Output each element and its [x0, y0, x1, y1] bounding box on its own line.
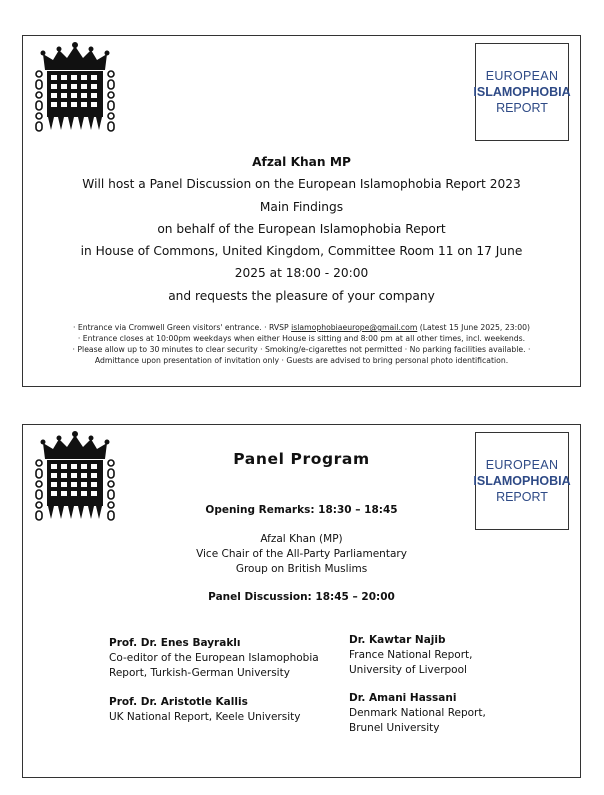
opening-details [23, 532, 580, 577]
eir-logo-line2: ISLAMOPHOBIA [473, 85, 571, 99]
opening-line: Afzal Khan (MP) [260, 533, 343, 545]
speaker-role: Co-editor of the European Islamophobia [109, 652, 319, 664]
speaker-role: UK National Report, Keele University [109, 711, 301, 723]
eir-logo-line1: EUROPEAN [485, 69, 559, 83]
invitation-line: in House of Commons, United Kingdom, Committee Room 11 on 17 June [80, 244, 523, 259]
speaker-name: Dr. Kawtar Najib [349, 634, 446, 646]
speaker-role: France National Report, [349, 649, 473, 661]
speaker-name: Prof. Dr. Enes Bayraklı [109, 637, 241, 649]
notes-line-1-pre: · Entrance via Cromwell Green visitors' entrance. · RVSP [73, 323, 292, 332]
speaker-entry [349, 633, 473, 678]
notes-line-1 [23, 322, 580, 333]
speaker-entry [109, 636, 319, 681]
notes-line-4: Admittance upon presentation of invitation only · Guests are advised to bring personal photo identification. [94, 356, 509, 365]
eir-logo-line3: REPORT [496, 101, 548, 115]
speaker-role: University of Liverpool [349, 664, 467, 676]
speaker-role: Brunel University [349, 722, 440, 734]
rsvp-email-link[interactable]: islamophobiaeurope@gmail.com [291, 323, 418, 332]
panel-heading: Panel Discussion: 18:45 – 20:00 [208, 591, 395, 603]
attendance-notes [23, 322, 580, 366]
eir-logo-line3: REPORT [496, 490, 548, 504]
speaker-name: Dr. Amani Hassani [349, 692, 457, 704]
speaker-entry [109, 695, 300, 725]
eir-logo-line1: EUROPEAN [485, 458, 559, 472]
program-title: Panel Program [233, 450, 370, 468]
portcullis-crest-icon [33, 40, 117, 136]
eir-logo [475, 43, 569, 141]
notes-line-2: · Entrance closes at 10:00pm weekdays when either House is sitting and 8:00 pm at all other times, incl. weekends. [77, 334, 526, 343]
speaker-name: Prof. Dr. Aristotle Kallis [109, 696, 248, 708]
eir-logo-line2: ISLAMOPHOBIA [473, 474, 571, 488]
invitation-text [23, 151, 580, 307]
invitation-line: Will host a Panel Discussion on the European Islamophobia Report 2023 [82, 177, 521, 192]
program-card [22, 424, 581, 778]
speaker-entry [349, 691, 486, 736]
invitation-line: Main Findings [259, 199, 344, 214]
invitation-line: 2025 at 18:00 - 20:00 [234, 266, 369, 281]
notes-line-3: · Please allow up to 30 minutes to clear security · Smoking/e-cigarettes not permitted · No parking facilities available. · [72, 345, 531, 354]
invitation-card [22, 35, 581, 387]
opening-line: Group on British Muslims [235, 563, 368, 575]
opening-heading: Opening Remarks: 18:30 – 18:45 [205, 504, 398, 516]
invitation-line: on behalf of the European Islamophobia Report [157, 221, 446, 236]
notes-line-1-post: (Latest 15 June 2025, 23:00) [417, 323, 530, 332]
speaker-role: Report, Turkish-German University [109, 667, 290, 679]
opening-line: Vice Chair of the All-Party Parliamentary [196, 548, 407, 560]
host-name: Afzal Khan MP [252, 155, 351, 169]
speaker-role: Denmark National Report, [349, 707, 486, 719]
invitation-line: and requests the pleasure of your company [168, 288, 435, 303]
